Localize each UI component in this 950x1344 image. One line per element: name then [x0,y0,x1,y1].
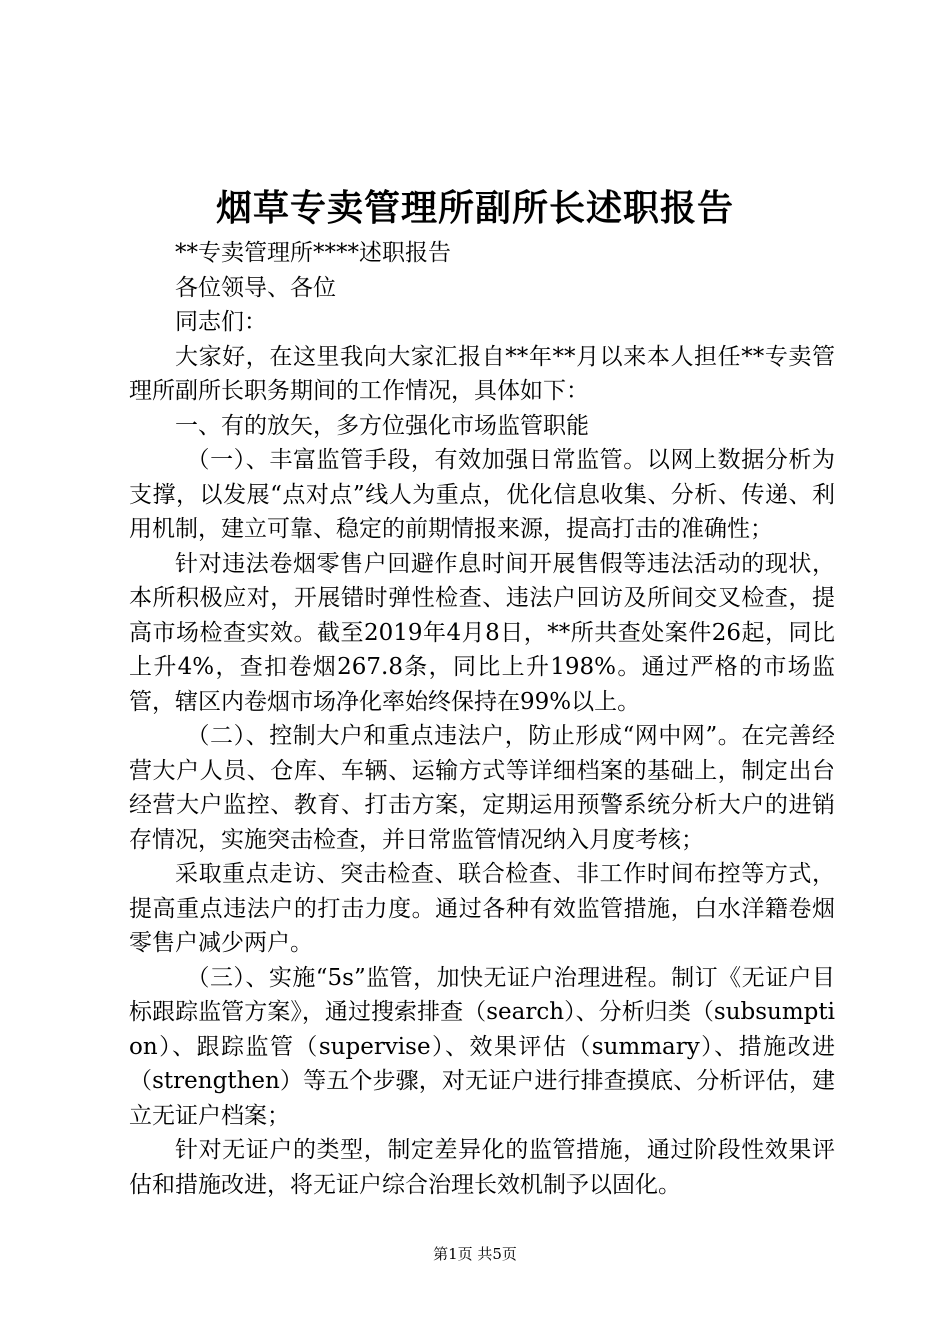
paragraph-salutation-1: 各位领导、各位 [175,274,336,301]
paragraph-body-2: 采取重点走访、突击检查、联合检查、非工作时间布控等方式，提高重点违法户的打击力度。通过各种有效监管措施，白水洋籍卷烟零售户减少两户。 [129,861,835,956]
paragraph-subsection-2: （二）、控制大户和重点违法户，防止形成“网中网”。在完善经营大户人员、仓库、车辆、运输方式等详细档案的基础上，制定出台经营大户监控、教育、打击方案，定期运用预警系统分析大户的进销存情况，实施突击检查，并日常监管情况纳入月度考核； [129,723,835,853]
paragraph-intro: 大家好，在这里我向大家汇报自**年**月以来本人担任**专卖管理所副所长职务期间的工作情况，具体如下： [129,343,835,404]
paragraph-subsection-3: （三）、实施“5s”监管，加快无证户治理进程。制订《无证户目标跟踪监管方案》，通过搜索排查（search）、分析归类（subsumption）、跟踪监管（supervise）、效果评估（summary）、措施改进（strengthen）等五个步骤，对无证户进行排查摸底、分析评估，建立无证户档案； [129,964,835,1129]
paragraph-body-1: 针对违法卷烟零售户回避作息时间开展售假等违法活动的现状，本所积极应对，开展错时弹性检查、违法户回访及所间交叉检查，提高市场检查实效。截至2019年4月8日，**所共查处案件26起，同比上升4%，查扣卷烟267.8条，同比上升198%。通过严格的市场监管，辖区内卷烟市场净化率始终保持在99%以上。 [129,550,835,715]
paragraph-body-3: 针对无证户的类型，制定差异化的监管措施，通过阶段性效果评估和措施改进，将无证户综合治理长效机制予以固化。 [129,1137,835,1198]
document-title: 烟草专卖管理所副所长述职报告 [215,188,734,229]
paragraph-heading-line: **专卖管理所****述职报告 [175,240,451,266]
paragraph-salutation-2: 同志们： [175,309,267,335]
paragraph-subsection-1: （一）、丰富监管手段，有效加强日常监管。以网上数据分析为支撑，以发展“点对点”线人为重点，优化信息收集、分析、传递、利用机制，建立可靠、稳定的前期情报来源，提高打击的准确性； [129,447,835,542]
document-body [129,236,835,1202]
page-footer: 第1页 共5页 [433,1245,517,1263]
paragraph-section-one-heading: 一、有的放矢，多方位强化市场监管职能 [175,412,589,439]
